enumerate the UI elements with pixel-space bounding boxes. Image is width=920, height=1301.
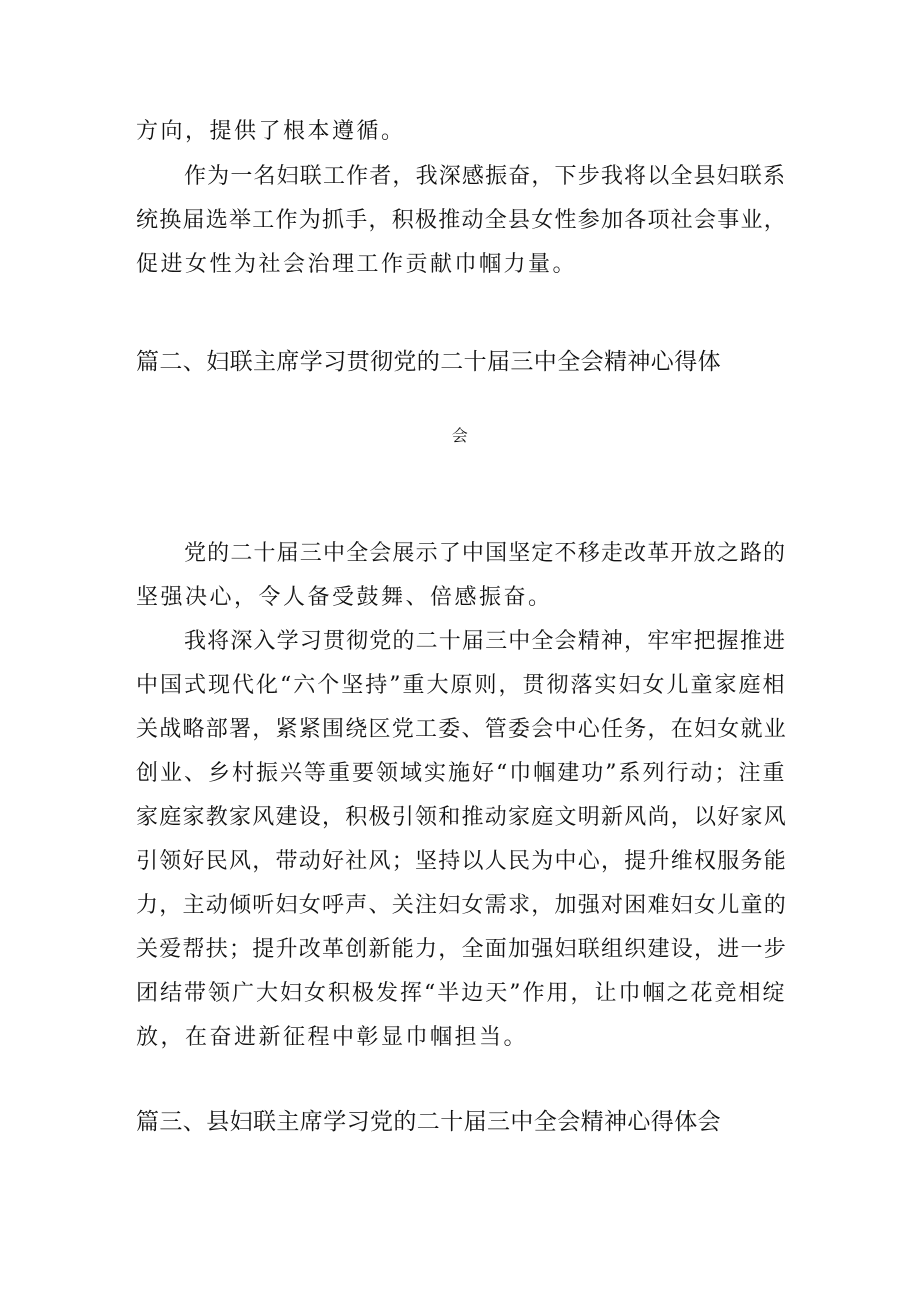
body-text-line: 促进女性为社会治理工作贡献巾帼力量。 (136, 252, 578, 277)
section-heading-3: 篇三、县妇联主席学习党的二十届三中全会精神心得体会 (136, 1109, 721, 1135)
body-text-line: 引领好民风，带动好社风；坚持以人民为中心，提升维权服务能 (136, 849, 788, 874)
body-text-line: 关战略部署，紧紧围绕区党工委、管委会中心任务，在妇女就业 (136, 717, 788, 742)
body-text-line: 团结带领广大妇女积极发挥“半边天”作用，让巾帼之花竞相绽 (136, 981, 787, 1006)
body-text-line: 力，主动倾听妇女呼声、关注妇女需求，加强对困难妇女儿童的 (136, 893, 788, 918)
body-text-line: 作为一名妇联工作者，我深感振奋，下步我将以全县妇联系 (184, 164, 786, 189)
body-text-line: 坚强决心，令人备受鼓舞、倍感振奋。 (136, 585, 553, 610)
body-text-line: 放，在奋进新征程中彰显巾帼担当。 (136, 1025, 529, 1050)
body-text-line: 党的二十届三中全会展示了中国坚定不移走改革开放之路的 (184, 541, 786, 566)
body-text-line: 关爱帮扶；提升改革创新能力，全面加强妇联组织建设，进一步 (136, 937, 788, 962)
body-text-line: 统换届选举工作为抓手，积极推动全县女性参加各项社会事业， (136, 208, 788, 233)
body-text-line: 中国式现代化“六个坚持”重大原则，贯彻落实妇女儿童家庭相 (136, 673, 787, 698)
section-heading-2: 篇二、妇联主席学习贯彻党的二十届三中全会精神心得体 (136, 349, 721, 375)
body-text-line: 创业、乡村振兴等重要领域实施好“巾帼建功”系列行动；注重 (136, 761, 787, 786)
body-text-line: 方向，提供了根本遵循。 (136, 119, 406, 144)
section-heading-2-continuation: 会 (451, 426, 469, 445)
body-text-line: 家庭家教家风建设，积极引领和推动家庭文明新风尚，以好家风 (136, 805, 788, 830)
body-text-line: 我将深入学习贯彻党的二十届三中全会精神，牢牢把握推进 (184, 629, 786, 654)
